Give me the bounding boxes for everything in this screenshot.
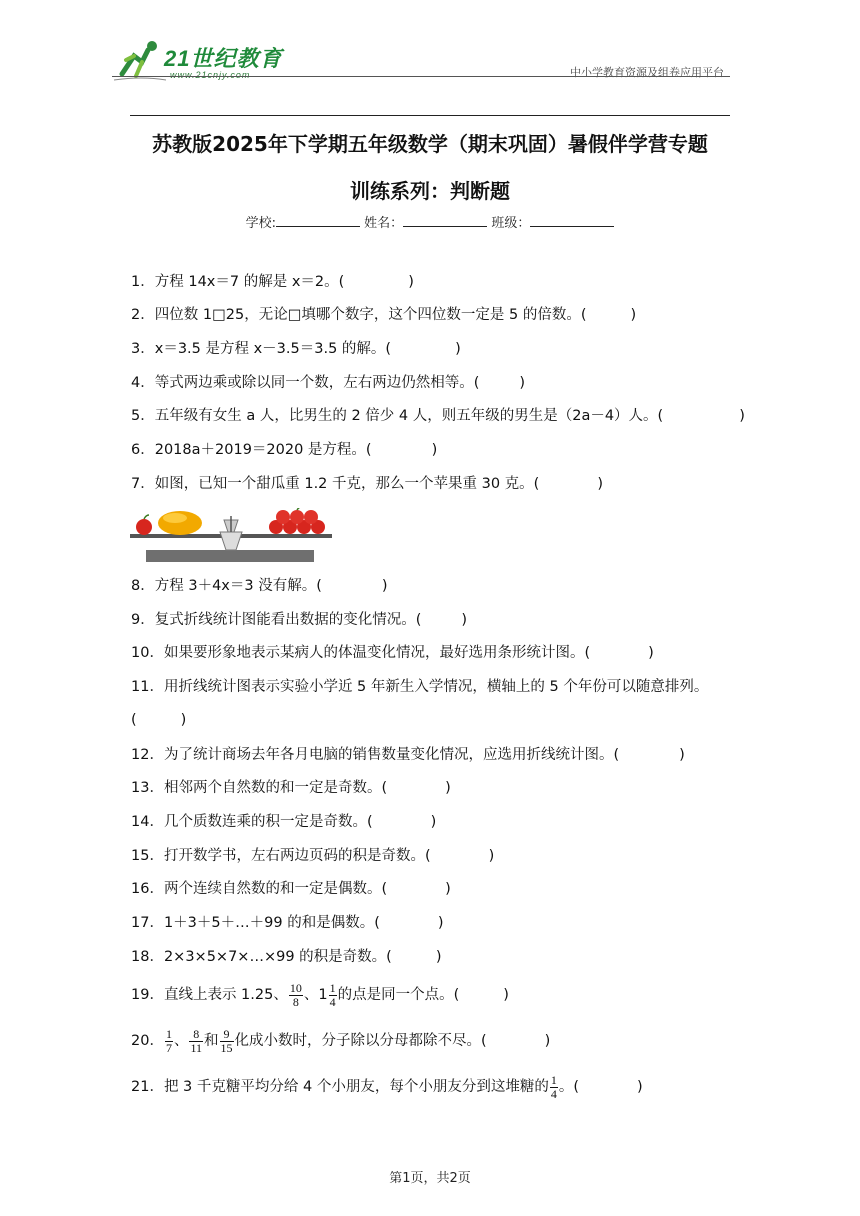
denominator: 4	[329, 994, 336, 1009]
name-field[interactable]	[403, 214, 487, 227]
fraction	[189, 1028, 203, 1055]
question-text: 把 3 千克糖平均分给 4 个小朋友，每个小朋友分到这堆糖的	[163, 1079, 549, 1095]
question-number: 12．	[131, 747, 164, 763]
question-4	[131, 373, 525, 393]
page-title: 苏教版2025年下学期五年级数学（期末巩固）暑假伴学营专题	[152, 132, 708, 156]
denominator: 4	[550, 1086, 557, 1101]
question-14	[131, 812, 436, 832]
logo-text: 21世纪教育	[164, 46, 283, 71]
question-3	[131, 339, 461, 359]
question-text: 的点是同一个点。(	[337, 987, 460, 1003]
question-text: 、	[173, 1033, 189, 1049]
close-paren: )	[180, 712, 187, 728]
question-number: 20．	[131, 1033, 164, 1049]
question-text: 等式两边乘或除以同一个数，左右两边仍然相等。(	[154, 375, 480, 391]
question-text: x＝3.5 是方程 x－3.5＝3.5 的解。(	[154, 341, 392, 357]
question-number: 6．	[131, 442, 155, 458]
close-paren: )	[435, 949, 442, 965]
question-6	[131, 440, 437, 460]
school-field[interactable]	[276, 214, 360, 227]
close-paren: )	[431, 442, 438, 458]
close-paren: )	[488, 848, 495, 864]
question-number: 3．	[131, 341, 155, 357]
denominator: 7	[165, 1040, 172, 1055]
question-10	[131, 643, 654, 663]
close-paren: )	[381, 578, 388, 594]
question-12	[131, 745, 685, 765]
question-text: 打开数学书，左右两边页码的积是奇数。(	[163, 848, 431, 864]
question-text: 2018a＋2019＝2020 是方程。(	[154, 442, 372, 458]
question-7	[131, 474, 603, 494]
question-text: 。(	[558, 1079, 580, 1095]
fraction	[289, 982, 303, 1009]
question-number: 21．	[131, 1079, 164, 1095]
question-number: 9．	[131, 612, 155, 628]
fraction	[329, 982, 337, 1009]
question-19	[131, 978, 509, 1012]
close-paren: )	[597, 476, 604, 492]
platform-name: 中小学教育资源及组卷应用平台	[570, 66, 724, 79]
denominator: 8	[292, 994, 299, 1009]
close-paren: )	[637, 1079, 643, 1095]
question-text: 相邻两个自然数的和一定是奇数。(	[163, 780, 388, 796]
question-text: 方程 14x＝7 的解是 x＝2。(	[154, 274, 345, 290]
question-number: 4．	[131, 375, 155, 391]
student-info	[0, 212, 860, 231]
apple-icon	[136, 515, 152, 535]
question-9	[131, 610, 467, 630]
close-paren: )	[437, 915, 444, 931]
close-paren: )	[739, 408, 745, 424]
fraction	[165, 1028, 173, 1055]
question-18	[131, 947, 442, 967]
question-number: 5．	[131, 408, 155, 424]
page-footer: 第1页，共2页	[389, 1171, 471, 1186]
balance-scale-figure	[128, 508, 334, 566]
question-2	[131, 305, 636, 325]
question-number: 13．	[131, 780, 164, 796]
numerator: 10	[289, 980, 302, 995]
close-paren: )	[503, 987, 509, 1003]
close-paren: )	[445, 780, 451, 796]
question-text: 五年级有女生 a 人，比男生的 2 倍少 4 人，则五年级的男生是（2a－4）人。(	[154, 408, 664, 424]
melon-icon	[158, 511, 202, 535]
numerator: 1	[550, 1072, 557, 1087]
question-5	[131, 406, 745, 426]
question-number: 2．	[131, 307, 155, 323]
page-subtitle: 训练系列：判断题	[350, 179, 510, 203]
numerator: 1	[165, 1026, 172, 1041]
close-paren: )	[445, 881, 451, 897]
title-divider	[130, 115, 730, 116]
denominator: 15	[220, 1040, 233, 1055]
right-pan	[240, 534, 332, 538]
question-number: 11．	[131, 679, 164, 695]
close-paren: )	[461, 612, 468, 628]
question-number: 1．	[131, 274, 155, 290]
question-text: 四位数 1□25，无论□填哪个数字，这个四位数一定是 5 的倍数。(	[154, 307, 587, 323]
numerator: 8	[189, 1028, 203, 1042]
scale-base	[146, 550, 314, 562]
close-paren: )	[679, 747, 685, 763]
class-field[interactable]	[530, 214, 614, 227]
question-text: 为了统计商场去年各月电脑的销售数量变化情况，应选用折线统计图。(	[163, 747, 620, 763]
question-number: 10．	[131, 645, 164, 661]
close-paren: )	[519, 375, 526, 391]
denominator: 11	[190, 1040, 203, 1055]
question-text: 两个连续自然数的和一定是偶数。(	[163, 881, 388, 897]
question-text: 方程 3＋4x＝3 没有解。(	[154, 578, 322, 594]
question-21	[131, 1070, 643, 1104]
question-text: 、1	[303, 987, 328, 1003]
school-label: 学校:	[245, 216, 277, 231]
question-16	[131, 879, 451, 899]
question-8	[131, 576, 388, 596]
question-text: 1＋3＋5＋…＋99 的和是偶数。(	[163, 915, 380, 931]
question-20	[131, 1024, 550, 1058]
question-number: 15．	[131, 848, 164, 864]
logo-url: www.21cnjy.com	[170, 70, 251, 80]
question-text: 如图，已知一个甜瓜重 1.2 千克，那么一个苹果重 30 克。(	[154, 476, 540, 492]
question-number: 8．	[131, 578, 155, 594]
close-paren: )	[430, 814, 437, 830]
question-text: 几个质数连乘的积一定是奇数。(	[163, 814, 373, 830]
close-paren: )	[544, 1033, 551, 1049]
question-1	[131, 272, 414, 292]
fraction	[550, 1074, 558, 1101]
question-number: 17．	[131, 915, 164, 931]
header-divider	[112, 76, 730, 77]
close-paren: )	[455, 341, 461, 357]
question-text: 和	[204, 1033, 219, 1049]
question-number: 14．	[131, 814, 164, 830]
fraction	[220, 1028, 234, 1055]
question-number: 19．	[131, 987, 164, 1003]
question-text: 2×3×5×7×…×99 的积是奇数。(	[163, 949, 392, 965]
apples-group-icon	[269, 508, 325, 534]
question-11	[131, 677, 708, 697]
question-text: 复式折线统计图能看出数据的变化情况。(	[154, 612, 422, 628]
class-label: 班级：	[491, 216, 531, 231]
question-15	[131, 846, 494, 866]
question-number: 16．	[131, 881, 164, 897]
question-number: 7．	[131, 476, 155, 492]
question-11-continued	[131, 710, 186, 730]
close-paren: )	[630, 307, 637, 323]
question-text: 直线上表示 1.25、	[163, 987, 288, 1003]
close-paren: )	[408, 274, 414, 290]
question-17	[131, 913, 444, 933]
question-text: 如果要形象地表示某病人的体温变化情况，最好选用条形统计图。(	[163, 645, 591, 661]
question-text: 化成小数时，分子除以分母都除不尽。(	[234, 1033, 487, 1049]
open-paren: (	[131, 712, 137, 728]
question-number: 18．	[131, 949, 164, 965]
question-text: 用折线统计图表示实验小学近 5 年新生入学情况，横轴上的 5 个年份可以随意排列。	[163, 679, 709, 695]
close-paren: )	[648, 645, 654, 661]
page-header	[112, 36, 732, 86]
question-13	[131, 778, 451, 798]
numerator: 9	[220, 1028, 234, 1042]
numerator: 1	[329, 980, 336, 995]
name-label: 姓名：	[364, 216, 404, 231]
